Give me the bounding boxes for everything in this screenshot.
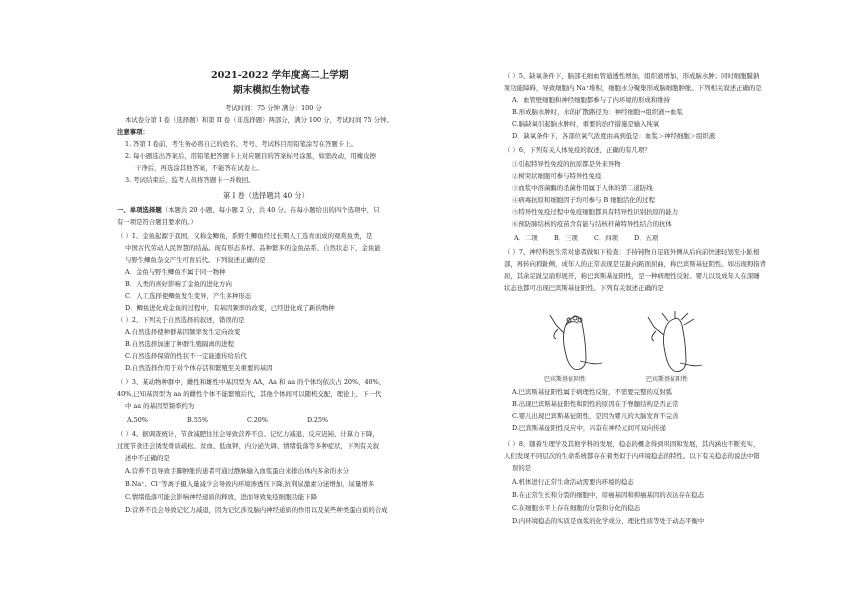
- notice-title: 注意事项：: [117, 128, 149, 136]
- question-7-line: 部，再转向拇趾侧，成年人的正常表现是足趾向跖面屈曲，称巴宾斯基征阴性。如出现拇指背: [504, 260, 767, 268]
- question-1-option: C．人工选择使鲫鱼发生变异，产生多种形态: [125, 292, 252, 300]
- question-8-option: D.内环境稳态的实质是血浆的化学成分、理化性质等处于动态平衡中: [512, 517, 705, 525]
- part-description-cont: 有一项是符合题目要求的。）: [117, 218, 197, 226]
- question-3-option: D.25%: [307, 416, 329, 424]
- question-6-item: ②树突状细胞可参与特异性免疫: [512, 172, 602, 180]
- notice-item: 3. 考试结束后，监考人员将答题卡一并收回。: [125, 176, 255, 184]
- question-8-option: A.机体进行正常生命活动需要内环境的稳态: [512, 478, 634, 486]
- notice-item: 干净后，再选涂其他答案，不能答在试卷上。: [135, 164, 263, 172]
- part-title: 一、单项选择题: [117, 206, 162, 214]
- question-2: （ ）2、下列关于自然选择的叙述，错误的是: [117, 316, 245, 324]
- question-5-option: D．缺氧条件下，各部位氧气浓度由高到低是：血浆＞神经细胞＞组织液: [512, 132, 716, 140]
- question-3: （ ）3、某动物种群中，雌性和雄性中基因型为 AA、Aa 和 aa 的个体均依次占 20%、40%、: [117, 378, 386, 386]
- question-5-option: A．血管壁细胞和神经细胞都参与了内环境的形成和维持: [512, 96, 670, 104]
- question-1: （ ）1、金鱼起源于我国，又称金鲫鱼，系野生鲫鱼经过长期人工选育而成的观赏鱼类，是: [117, 232, 373, 240]
- part-description: （本题共 20 小题，每小题 2 分，共 40 分。在每小题给出的四个选项中，只: [161, 206, 380, 214]
- question-8-option: B.在正常生长和分裂的细胞中，原癌基因和抑癌基因的表达存在稳态: [512, 491, 705, 499]
- question-4-option: B.Na⁺、Cl⁻等离子摄入量减少会导致内环境渗透压下降,抗利尿激素分泌增加，尿量增多: [125, 480, 375, 488]
- question-1-option: A．金鱼与野生鲫鱼不属于同一物种: [125, 268, 226, 276]
- question-2-option: C.自然选择保留的性状不一定能遗传给后代: [125, 352, 247, 360]
- question-6-item: ⑤特异性免疫过程中免疫细胞都具有特异性识别抗原的能力: [512, 208, 679, 216]
- notice-item: 2. 每小题选出答案后，用铅笔把答题卡上对应题目的答案标号涂黑，如需改动，用橡皮擦: [125, 152, 376, 160]
- question-7-option: D.巴宾斯基征阳性反应中，兴奋在神经元间可双向传递: [512, 424, 666, 432]
- question-6-item: ⑥预防肺结核的疫苗含有能与结核杆菌特异性结合的抗体: [512, 220, 672, 228]
- figure-label-negative: 巴宾斯基征阴性: [544, 376, 587, 383]
- question-3-option: C.20%: [247, 416, 268, 424]
- question-3-line: 中 aa 的基因型频率约为: [125, 402, 195, 410]
- question-2-option: D.自然选择作用于对个体存活和繁殖至关重要的基因: [125, 364, 273, 372]
- question-5-option: C.脑缺氧引起脑水肿时，重要的治疗措施是输入纯氧: [512, 120, 660, 128]
- question-3-line: 40%,已知基因型为 aa 的雌性个体不能繁殖后代，其他个体间可以随机交配，理论上，下一代: [117, 390, 382, 398]
- question-6-item: ①引起特异性免疫的抗原都是外来异物: [512, 160, 621, 168]
- question-6-option: C．四项: [594, 234, 619, 242]
- question-8-option: C.在细胞水平上存在细胞的分裂和分化的稳态: [512, 504, 641, 512]
- question-3-option: B.55%: [187, 416, 208, 424]
- exam-meta: 考试时间：75 分钟 满分：100 分: [225, 104, 322, 112]
- question-4-line: 述中不正确的是: [125, 454, 170, 462]
- figure-label-positive: 巴宾斯基征阳性: [646, 376, 689, 383]
- question-1-line: 中国古代劳动人民智慧的结晶。现有形态多样、品种繁多的金鱼品系、自然状态下，金鱼能: [125, 244, 381, 252]
- question-6: （ ）6、下列有关人体免疫的叙述，正确的有几项？: [504, 146, 651, 154]
- question-6-option: D．五项: [634, 234, 659, 242]
- foot-negative-drawing: [550, 315, 602, 370]
- question-6-item: ④病毒抗原和细胞因子均可参与 B 细胞活化的过程: [512, 196, 655, 204]
- question-2-option: B.自然选择加速了种群生殖隔离的进程: [125, 340, 234, 348]
- question-2-option: A.自然选择使种群基因频率发生定向改变: [125, 328, 241, 336]
- question-1-option: D．鲫鱼进化成金鱼的过程中，有基因频率的改变，已经进化成了新的物种: [125, 304, 335, 312]
- question-5: （ ）5、缺氧条件下，脑部毛细血管通透性增加，组织液增加，形成脑水肿；同时细胞膜钠: [504, 72, 760, 80]
- question-6-option: A．二项: [514, 234, 538, 242]
- question-7: （ ）7、神经科医生常对患者做如下检查：手持钝物自足底外侧从后向前快速轻划至小趾根: [504, 248, 760, 256]
- question-7-line: 屈，其余足趾呈扇形展开，称巴宾斯基征阳性，是一种病理性反射。婴儿以及成年人在深睡: [504, 272, 760, 280]
- question-8: （ ）8、随着生理学及其他学科的发展，稳态的概念得到巩固和发展，其内涵也不断充实，: [504, 440, 760, 448]
- question-7-line: 状态也都可出现巴宾斯基征阳性。下列有关叙述正确的是: [504, 284, 664, 292]
- question-1-line: 与野生鲫鱼杂交产生可育后代。下列叙述正确的是: [125, 256, 266, 264]
- question-8-line: 人们发现不同层次的生命系统都存在着类似于内环境稳态的特性。以下有关稳态的说法中错: [504, 452, 760, 460]
- question-5-line: 泵功能障碍，导致细胞内 Na⁺堆积，细胞水分聚集形成脑细胞肿胀。下列相关叙述正确的是: [504, 84, 762, 92]
- question-1-option: B．人类的喜好影响了金鱼的进化方向: [125, 280, 232, 288]
- notice-item: 1. 答第 I 卷前，考生务必将自己的姓名、考号、考试科目用铅笔涂写在答题卡上。: [125, 140, 357, 148]
- question-5-option: B.形成脑水肿时，水的扩散路径为：神经细胞→组织液→血浆: [512, 108, 683, 116]
- exam-title-subject: 期末模拟生物试卷: [233, 85, 310, 96]
- question-8-line: 误的是: [512, 464, 532, 472]
- question-4: （ ）4、据调查统计，节食减肥往往会导致营养不良、记忆力减退、反应迟钝、计算力下降，: [117, 430, 379, 438]
- question-7-option: B.出现巴宾斯基征阳性和阴性的原因在于脊髓结构是否正常: [512, 400, 679, 408]
- part-heading: [117, 206, 380, 214]
- question-4-option: D.营养不良会导致记忆力减退，因为记忆涉及脑内神经递质的作用以及某些种类蛋白质的合成: [125, 506, 388, 514]
- question-4-option: C.情绪低落可能会影响神经递质的释放，进而导致免疫细胞功能下降: [125, 493, 318, 501]
- exam-title-year: 2021-2022 学年度高二上学期: [211, 70, 349, 81]
- exam-intro: 本试卷分第 I 卷（选择题）和第 II 卷（非选择题）两部分，满分 100 分，考试时间 75 分钟。: [125, 116, 393, 124]
- question-6-option: B．三项: [554, 234, 578, 242]
- question-3-option: A.50%: [127, 416, 148, 424]
- babinski-figure: [544, 311, 746, 383]
- section-heading: 第 I 卷（选择题共 40 分）: [223, 191, 309, 200]
- question-7-option: C.婴儿出现巴宾斯基征阳性，是因为婴儿的大脑发育不完善: [512, 412, 679, 420]
- question-4-line: 过度节食还会诱发骨质疏松、贫血、低血钾、内分泌失调、情绪低落等多种症状，下列有关叙: [117, 442, 380, 450]
- question-7-option: A.巴宾斯基征阳性属于病理性反射，不需要完整的反射弧: [512, 388, 673, 396]
- question-6-item: ③血浆中溶菌酶的杀菌作用属于人体的第二道防线: [512, 184, 653, 192]
- question-4-option: A.营养不良导致手脚肿胀的患者可通过静脉输入血浆蛋白来排出体内多余的水分: [125, 467, 349, 475]
- foot-positive-drawing: [648, 311, 702, 372]
